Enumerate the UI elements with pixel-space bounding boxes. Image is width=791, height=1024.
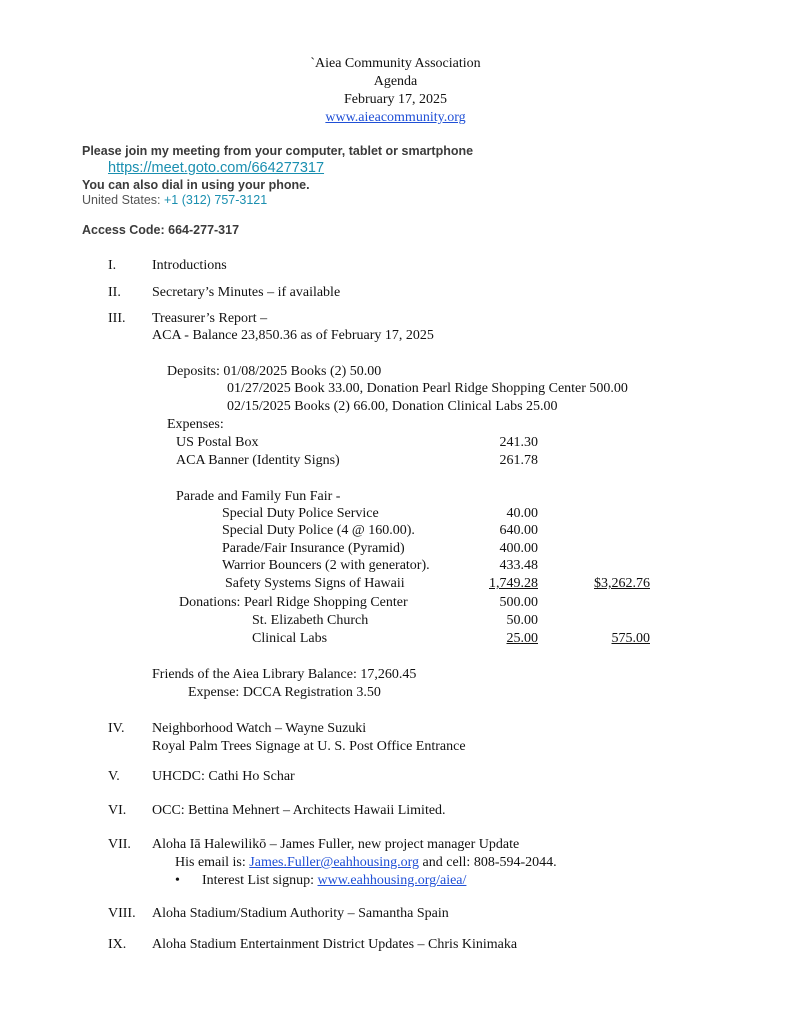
- item-num-6: VI.: [108, 803, 127, 818]
- library-expense: Expense: DCCA Registration 3.50: [188, 685, 381, 700]
- meeting-date: February 17, 2025: [343, 92, 448, 107]
- donation-total: 575.00: [611, 631, 650, 646]
- parade-label: Parade and Family Fun Fair -: [176, 489, 341, 504]
- email-link[interactable]: James.Fuller@eahhousing.org: [249, 855, 420, 870]
- donation-label: St. Elizabeth Church: [252, 613, 369, 628]
- item-text-8: Aloha Stadium/Stadium Authority – Samantha Spain: [152, 906, 449, 921]
- org-name: `Aiea Community Association: [310, 56, 481, 71]
- parade-item-amount: 640.00: [499, 523, 538, 538]
- neighborhood-sub: Royal Palm Trees Signage at U. S. Post Office Entrance: [152, 739, 466, 754]
- doc-title: Agenda: [373, 74, 418, 89]
- expenses-label: Expenses:: [167, 417, 224, 432]
- item-text-4: Neighborhood Watch – Wayne Suzuki: [152, 721, 367, 736]
- expense-label: US Postal Box: [176, 435, 259, 450]
- email-prefix: His email is:: [175, 855, 250, 870]
- interest-prefix: Interest List signup:: [202, 873, 318, 888]
- item-num-2: II.: [108, 285, 121, 300]
- item-num-5: V.: [108, 769, 120, 784]
- parade-item-amount: 40.00: [506, 506, 538, 521]
- deposits-line-3: 02/15/2025 Books (2) 66.00, Donation Clinical Labs 25.00: [227, 399, 558, 414]
- parade-item-amount: 433.48: [499, 558, 538, 573]
- join-url-link[interactable]: https://meet.goto.com/664277317: [108, 160, 325, 176]
- donation-label: Clinical Labs: [252, 631, 328, 646]
- item-text-9: Aloha Stadium Entertainment District Updates – Chris Kinimaka: [152, 937, 518, 952]
- donation-amount: 25.00: [506, 631, 538, 646]
- item-text-5: UHCDC: Cathi Ho Schar: [152, 769, 295, 784]
- item-num-9: IX.: [108, 937, 127, 952]
- donation-amount: 50.00: [506, 613, 538, 628]
- interest-link[interactable]: www.eahhousing.org/aiea/: [317, 873, 467, 888]
- parade-item-label: Warrior Bouncers (2 with generator).: [222, 558, 430, 573]
- phone-link[interactable]: +1 (312) 757-3121: [164, 193, 268, 207]
- library-balance: Friends of the Aiea Library Balance: 17,260.45: [152, 667, 417, 682]
- item-text-3: Treasurer’s Report –: [152, 311, 268, 326]
- item-num-7: VII.: [108, 837, 131, 852]
- parade-item-label: Special Duty Police Service: [222, 506, 379, 521]
- dial-text: You can also dial in using your phone.: [82, 178, 310, 192]
- parade-item-amount: 400.00: [499, 541, 538, 556]
- parade-item-label: Special Duty Police (4 @ 160.00).: [222, 523, 415, 538]
- cell-text: and cell: 808-594-2044.: [419, 855, 557, 870]
- country-label: United States:: [82, 193, 161, 207]
- parade-total: $3,262.76: [594, 576, 650, 591]
- parade-item-amount: 1,749.28: [489, 576, 538, 591]
- access-code: Access Code: 664-277-317: [82, 223, 240, 237]
- item-text-1: Introductions: [152, 258, 227, 273]
- expense-label: ACA Banner (Identity Signs): [176, 453, 340, 468]
- item-num-8: VIII.: [108, 906, 136, 921]
- bullet-icon: •: [175, 873, 180, 888]
- donation-label: Donations: Pearl Ridge Shopping Center: [179, 595, 408, 610]
- aca-balance: ACA - Balance 23,850.36 as of February 17, 2025: [152, 328, 434, 343]
- donation-amount: 500.00: [499, 595, 538, 610]
- deposits-line-1: Deposits: 01/08/2025 Books (2) 50.00: [167, 364, 382, 379]
- website-link[interactable]: www.aieacommunity.org: [325, 110, 466, 125]
- item-num-4: IV.: [108, 721, 125, 736]
- item-num-3: III.: [108, 311, 126, 326]
- expense-amount: 241.30: [499, 435, 538, 450]
- item-text-6: OCC: Bettina Mehnert – Architects Hawaii Limited.: [152, 803, 446, 818]
- item-num-1: I.: [108, 258, 117, 273]
- parade-item-label: Safety Systems Signs of Hawaii: [225, 576, 405, 591]
- join-text: Please join my meeting from your computer, tablet or smartphone: [82, 144, 474, 158]
- deposits-line-2: 01/27/2025 Book 33.00, Donation Pearl Ridge Shopping Center 500.00: [227, 381, 628, 396]
- item-text-7: Aloha Iā Halewilikō – James Fuller, new project manager Update: [152, 837, 520, 852]
- expense-amount: 261.78: [499, 453, 538, 468]
- item-text-2: Secretary’s Minutes – if available: [152, 285, 341, 300]
- parade-item-label: Parade/Fair Insurance (Pyramid): [222, 541, 405, 556]
